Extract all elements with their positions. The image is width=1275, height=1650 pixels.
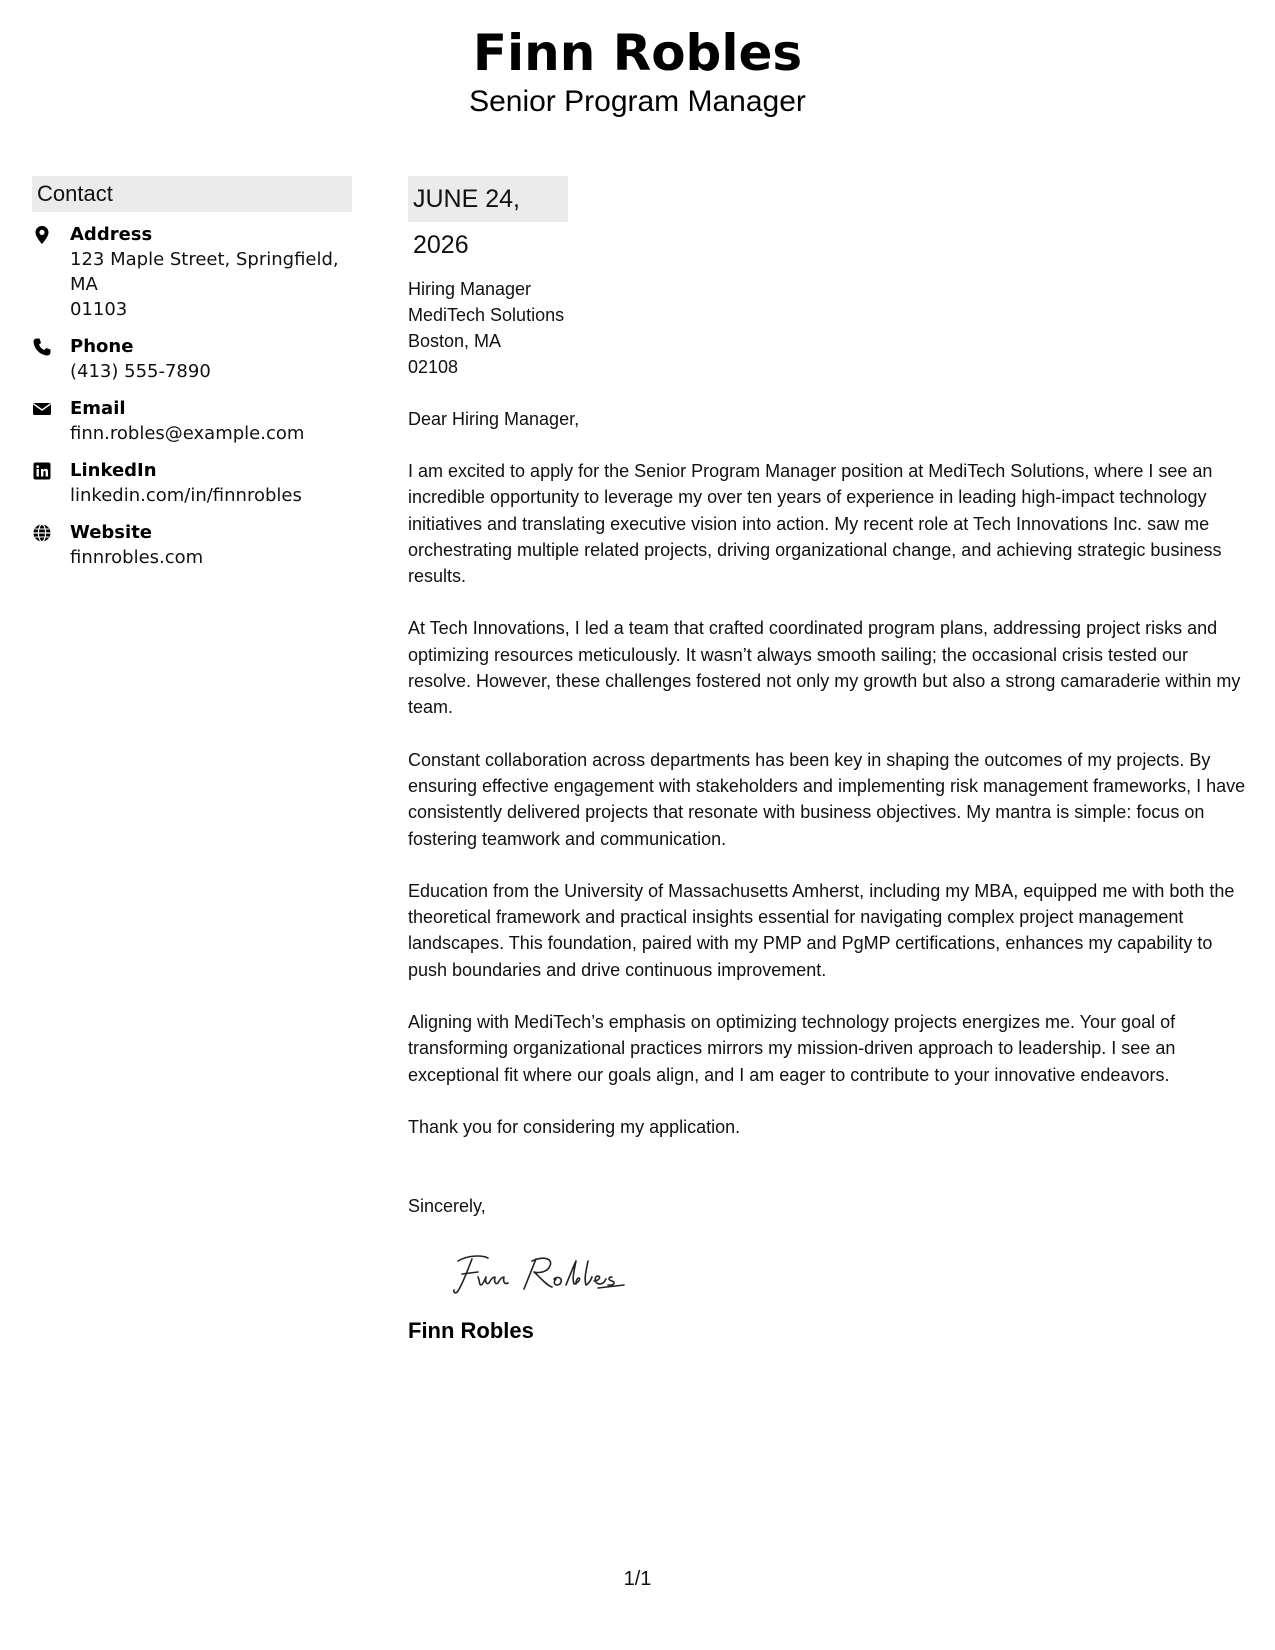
contact-item-linkedin (32, 458, 352, 508)
handwritten-signature (448, 1247, 648, 1299)
page-number: 1/1 (623, 1568, 652, 1590)
letter-body (408, 176, 1253, 1345)
contact-value-address-line2: 01103 (70, 299, 128, 320)
closing: Sincerely, (408, 1196, 486, 1217)
contact-label-website: Website (70, 522, 153, 543)
contact-value-email: finn.robles@example.com (70, 423, 305, 444)
map-pin-icon (32, 225, 52, 245)
recipient-block (408, 276, 1253, 380)
linkedin-icon (32, 461, 52, 481)
job-title: Senior Program Manager (469, 85, 806, 118)
recipient-line: Hiring Manager (408, 279, 532, 299)
phone-icon (32, 337, 52, 357)
contact-label-address: Address (70, 224, 153, 245)
letter-paragraph: Constant collaboration across departments has been key in shaping the outcomes of my projects. By ensuring effective engagement with stakeholders and implementing risk management frameworks, I have consistently delivered projects that resonate with business objectives. My mantra is simple: focus on fostering teamwork and communication. (408, 749, 1246, 849)
contact-item-email (32, 396, 352, 446)
recipient-line: MediTech Solutions (408, 305, 565, 325)
contact-item-website (32, 520, 352, 570)
envelope-icon (32, 399, 52, 419)
contact-value-website: finnrobles.com (70, 547, 204, 568)
contact-item-address (32, 222, 352, 322)
letter-date: JUNE 24, 2026 (408, 176, 568, 222)
contact-value-linkedin: linkedin.com/in/finnrobles (70, 485, 302, 506)
contact-value-phone: (413) 555-7890 (70, 361, 211, 382)
contact-section-title: Contact (32, 176, 352, 212)
letter-paragraph: At Tech Innovations, I led a team that crafted coordinated program plans, addressing project risks and optimizing resources meticulously. It wasn’t always smooth sailing; the occasional crisis tested our resolve. However, these challenges fostered not only my growth but also a strong camaraderie within my team. (408, 618, 1241, 718)
recipient-line: Boston, MA (408, 331, 502, 351)
contact-item-phone (32, 334, 352, 384)
salutation: Dear Hiring Manager, (408, 409, 580, 429)
contact-sidebar (32, 176, 352, 582)
letter-paragraph: Thank you for considering my application. (408, 1116, 741, 1137)
letter-paragraph: I am excited to apply for the Senior Program Manager position at MediTech Solutions, where I see an incredible opportunity to leverage my over ten years of experience in leading high-impact technology initiatives and translating executive vision into action. My recent role at Tech Innovations Inc. saw me orchestrating multiple related projects, driving organizational change, and achieving strategic business results. (408, 461, 1222, 587)
document-header (0, 22, 1275, 120)
recipient-line: 02108 (408, 357, 459, 377)
contact-value-address: 123 Maple Street, Springfield, MA (70, 249, 339, 295)
contact-label-linkedin: LinkedIn (70, 460, 157, 481)
contact-label-phone: Phone (70, 336, 134, 357)
letter-paragraph: Education from the University of Massachusetts Amherst, including my MBA, equipped me with both the theoretical framework and practical insights essential for navigating complex project management landscapes. This foundation, paired with my PMP and PgMP certifications, enhances my capability to push boundaries and drive continuous improvement. (408, 880, 1235, 980)
globe-icon (32, 523, 52, 543)
applicant-name: Finn Robles (472, 24, 803, 82)
contact-list (32, 222, 352, 570)
signer-name: Finn Robles (408, 1318, 534, 1344)
contact-label-email: Email (70, 398, 126, 419)
letter-paragraph: Aligning with MediTech’s emphasis on optimizing technology projects energizes me. Your goal of transforming organizational practices mirrors my mission-driven approach to leadership. I see an exceptional fit where our goals align, and I am eager to contribute to your innovative endeavors. (408, 1012, 1176, 1085)
